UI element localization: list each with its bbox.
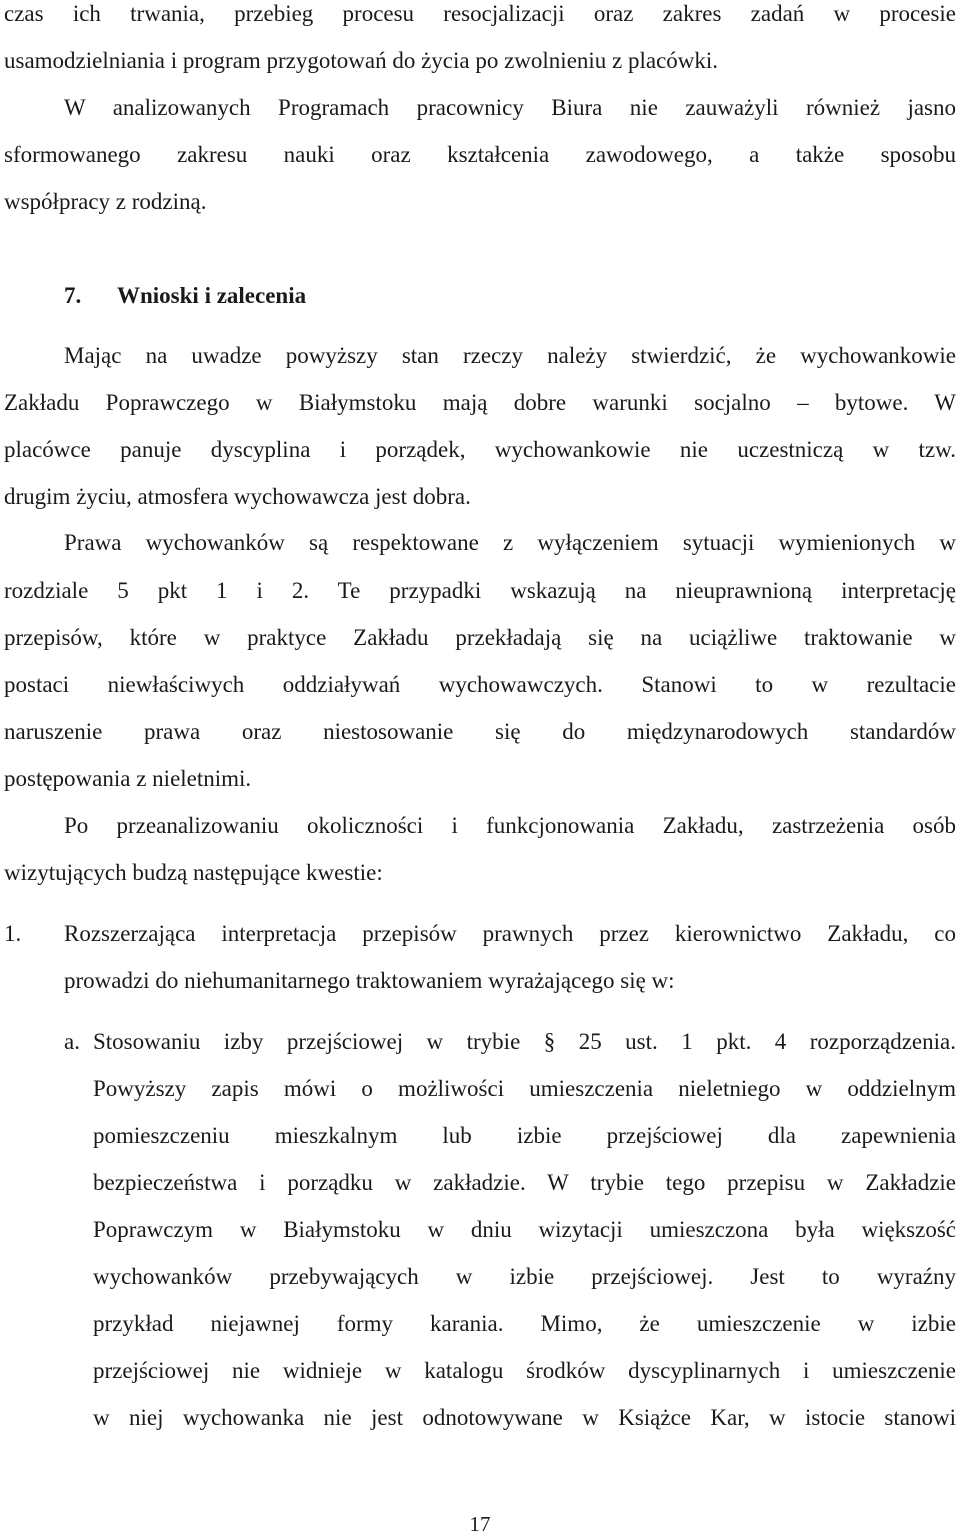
page-number: 17 [469, 1512, 491, 1536]
p3-line-2: wizytujących budzą następujące kwestie: [4, 860, 383, 885]
p1-line-2: Zakładu Poprawczego w Białymstoku mają dobre warunki socjalno – bytowe. W [4, 390, 956, 415]
item-a-line-7: przykład niejawnej formy karania. Mimo, że umieszczenie w izbie [93, 1311, 956, 1336]
item-a-line-5: Poprawczym w Białymstoku w dniu wizytacji umieszczona była większość [93, 1217, 956, 1242]
p2-line-6: postępowania z nieletnimi. [4, 766, 252, 791]
p2-line-2: rozdziale 5 pkt 1 i 2. Te przypadki wskazują na nieuprawnioną interpretację [4, 578, 956, 603]
intro-line-4: sformowanego zakresu nauki oraz kształcenia zawodowego, a także sposobu [4, 142, 956, 167]
section-title: Wnioski i zalecenia [117, 283, 307, 308]
item-1-line-2: prowadzi do niehumanitarnego traktowaniem wyrażającego się w: [64, 968, 675, 993]
item-a-line-1: Stosowaniu izby przejściowej w trybie § 25 ust. 1 pkt. 4 rozporządzenia. [93, 1029, 956, 1054]
p2-line-3: przepisów, które w praktyce Zakładu przekładają się na uciążliwe traktowanie w [4, 625, 956, 650]
intro-line-5: współpracy z rodziną. [4, 189, 207, 214]
item-a-line-4: bezpieczeństwa i porządku w zakładzie. W trybie tego przepisu w Zakładzie [93, 1170, 956, 1195]
item-a-line-2: Powyższy zapis mówi o możliwości umieszczenia nieletniego w oddzielnym [93, 1076, 956, 1101]
intro-line-2: usamodzielniania i program przygotowań do życia po zwolnieniu z placówki. [4, 48, 719, 73]
item-1-line-1: Rozszerzająca interpretacja przepisów prawnych przez kierownictwo Zakładu, co [64, 921, 956, 946]
intro-line-3: W analizowanych Programach pracownicy Biura nie zauważyli również jasno [64, 95, 956, 120]
p2-line-5: naruszenie prawa oraz niestosowanie się do międzynarodowych standardów [4, 719, 956, 744]
p1-line-4: drugim życiu, atmosfera wychowawcza jest dobra. [4, 484, 471, 509]
item-a-line-6: wychowanków przebywających w izbie przejściowej. Jest to wyraźny [93, 1264, 956, 1289]
p2-line-1: Prawa wychowanków są respektowane z wyłączeniem sytuacji wymienionych w [64, 530, 956, 555]
item-a-line-9: w niej wychowanka nie jest odnotowywane w Książce Kar, w istocie stanowi [93, 1405, 956, 1430]
p2-line-4: postaci niewłaściwych oddziaływań wychowawczych. Stanowi to w rezultacie [4, 672, 956, 697]
item-a-marker: a. [64, 1029, 80, 1054]
p1-line-3: placówce panuje dyscyplina i porządek, wychowankowie nie uczestniczą w tzw. [4, 437, 956, 462]
section-number: 7. [64, 283, 82, 308]
item-a-line-3: pomieszczeniu mieszkalnym lub izbie przejściowej dla zapewnienia [93, 1123, 956, 1148]
intro-line-1: czas ich trwania, przebieg procesu resocjalizacji oraz zakres zadań w procesie [4, 1, 956, 26]
item-1-marker: 1. [4, 921, 22, 946]
p3-line-1: Po przeanalizowaniu okoliczności i funkcjonowania Zakładu, zastrzeżenia osób [64, 813, 956, 838]
item-a-line-8: przejściowej nie widnieje w katalogu środków dyscyplinarnych i umieszczenie [93, 1358, 956, 1383]
p1-line-1: Mając na uwadze powyższy stan rzeczy należy stwierdzić, że wychowankowie [64, 343, 956, 368]
